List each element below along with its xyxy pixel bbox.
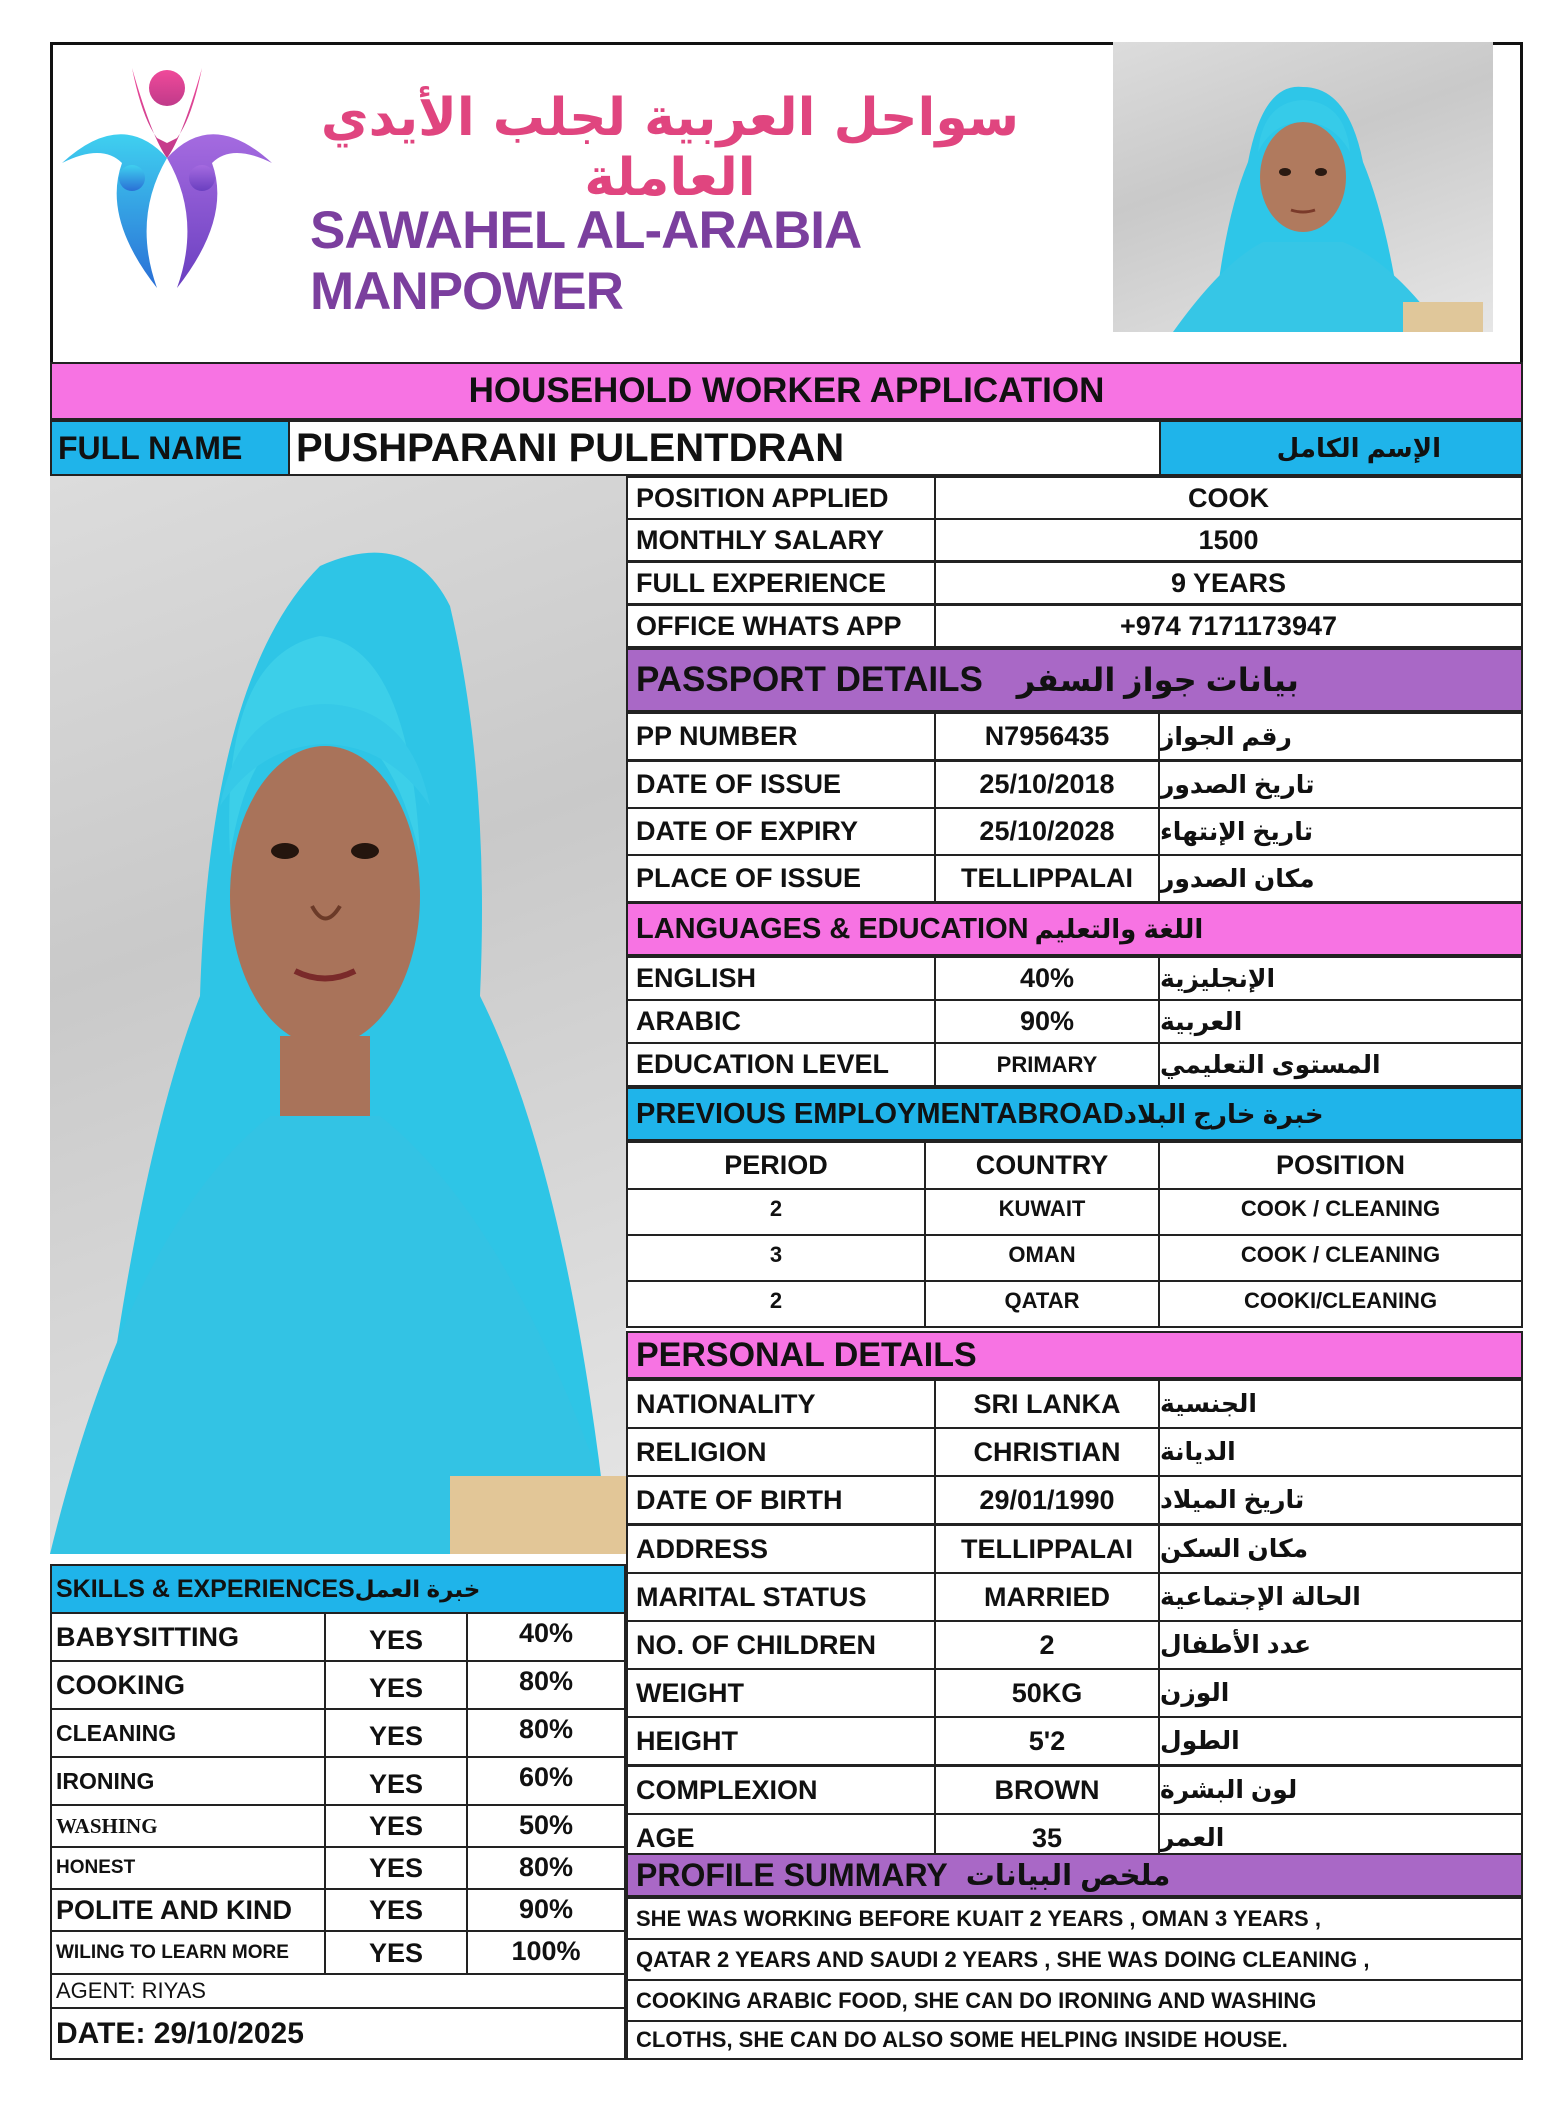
employment-row-period: 3 [626, 1234, 926, 1282]
languages-row-label: ENGLISH [626, 956, 936, 1001]
languages-row-arabic: المستوى التعليمي [1158, 1042, 1523, 1087]
personal-row-arabic: الوزن [1158, 1668, 1523, 1718]
position-info-value: COOK [934, 476, 1523, 520]
applicant-photo-large [50, 476, 626, 1554]
personal-row-label: NO. OF CHILDREN [626, 1620, 936, 1670]
passport-row-label: DATE OF EXPIRY [626, 807, 936, 856]
skill-percent: 50% [466, 1804, 626, 1848]
passport-row-label: PLACE OF ISSUE [626, 854, 936, 903]
skill-yes: YES [324, 1660, 468, 1710]
skill-percent: 60% [466, 1756, 626, 1806]
position-info-value: 1500 [934, 518, 1523, 562]
summary-line: CLOTHS, SHE CAN DO ALSO SOME HELPING INSIDE HOUSE. [626, 2020, 1523, 2060]
personal-row-label: WEIGHT [626, 1668, 936, 1718]
skill-label: HONEST [50, 1846, 326, 1890]
personal-row-label: COMPLEXION [626, 1765, 936, 1815]
passport-row-arabic: مكان الصدور [1158, 854, 1523, 903]
skill-percent: 80% [466, 1660, 626, 1710]
passport-heading-arabic: بيانات جواز السفر [1016, 662, 1299, 698]
employment-column-header: COUNTRY [924, 1141, 1160, 1190]
position-info-value: +974 7171173947 [934, 604, 1523, 648]
personal-row-value: TELLIPPALAI [934, 1524, 1160, 1574]
personal-row-arabic: مكان السكن [1158, 1524, 1523, 1574]
skill-label: POLITE AND KIND [50, 1888, 326, 1932]
personal-row-arabic: لون البشرة [1158, 1765, 1523, 1815]
employment-row-position: COOK / CLEANING [1158, 1234, 1523, 1282]
date: DATE: 29/10/2025 [50, 2007, 626, 2060]
employment-row-country: KUWAIT [924, 1188, 1160, 1236]
personal-row-label: NATIONALITY [626, 1379, 936, 1429]
skill-label: IRONING [50, 1756, 326, 1806]
personal-row-label: MARITAL STATUS [626, 1572, 936, 1622]
languages-heading-text: LANGUAGES & EDUCATION [636, 912, 1029, 945]
passport-row-label: PP NUMBER [626, 712, 936, 761]
personal-row-label: ADDRESS [626, 1524, 936, 1574]
personal-row-value: CHRISTIAN [934, 1427, 1160, 1477]
skills-heading-arabic: خبرة العمل [354, 1575, 481, 1602]
skill-percent: 40% [466, 1612, 626, 1662]
personal-row-label: HEIGHT [626, 1716, 936, 1766]
passport-row-value: N7956435 [934, 712, 1160, 761]
personal-row-arabic: عدد الأطفال [1158, 1620, 1523, 1670]
personal-heading: PERSONAL DETAILS [626, 1331, 1523, 1379]
skill-label: CLEANING [50, 1708, 326, 1758]
passport-row-value: 25/10/2028 [934, 807, 1160, 856]
skills-heading [50, 1564, 626, 1614]
company-name-arabic: سواحل العربية لجلب الأيدي العاملة [320, 88, 1020, 208]
passport-heading [626, 648, 1523, 712]
personal-row-value: SRI LANKA [934, 1379, 1160, 1429]
skill-yes: YES [324, 1708, 468, 1758]
skill-label: COOKING [50, 1660, 326, 1710]
personal-row-label: AGE [626, 1813, 936, 1863]
summary-heading [626, 1853, 1523, 1897]
personal-row-arabic: الحالة الإجتماعية [1158, 1572, 1523, 1622]
personal-row-label: RELIGION [626, 1427, 936, 1477]
personal-row-value: BROWN [934, 1765, 1160, 1815]
personal-row-value: 50KG [934, 1668, 1160, 1718]
summary-line: COOKING ARABIC FOOD, SHE CAN DO IRONING AND WASHING [626, 1979, 1523, 2022]
skill-percent: 100% [466, 1930, 626, 1975]
summary-line: SHE WAS WORKING BEFORE KUAIT 2 YEARS , OMAN 3 YEARS , [626, 1897, 1523, 1940]
personal-row-value: 5'2 [934, 1716, 1160, 1766]
employment-row-position: COOKI/CLEANING [1158, 1280, 1523, 1328]
personal-row-arabic: الطول [1158, 1716, 1523, 1766]
languages-heading [626, 902, 1523, 956]
skill-yes: YES [324, 1804, 468, 1848]
skill-label: WASHING [50, 1804, 326, 1848]
skill-yes: YES [324, 1756, 468, 1806]
position-info-label: MONTHLY SALARY [626, 518, 936, 562]
languages-row-value: 90% [934, 999, 1160, 1044]
passport-row-arabic: تاريخ الإنتهاء [1158, 807, 1523, 856]
languages-heading-arabic: اللغة والتعليم [1034, 913, 1204, 944]
position-info-label: FULL EXPERIENCE [626, 561, 936, 605]
languages-row-arabic: الإنجليزية [1158, 956, 1523, 1001]
personal-row-arabic: العمر [1158, 1813, 1523, 1863]
employment-column-header: PERIOD [626, 1141, 926, 1190]
summary-line: QATAR 2 YEARS AND SAUDI 2 YEARS , SHE WAS DOING CLEANING , [626, 1938, 1523, 1981]
passport-row-value: 25/10/2018 [934, 760, 1160, 809]
languages-row-arabic: العربية [1158, 999, 1523, 1044]
position-info-value: 9 YEARS [934, 561, 1523, 605]
position-info-label: POSITION APPLIED [626, 476, 936, 520]
employment-heading-text: PREVIOUS EMPLOYMENTABROAD [636, 1097, 1124, 1130]
passport-row-arabic: تاريخ الصدور [1158, 760, 1523, 809]
employment-row-period: 2 [626, 1188, 926, 1236]
personal-row-value: MARRIED [934, 1572, 1160, 1622]
personal-row-arabic: الجنسية [1158, 1379, 1523, 1429]
employment-row-country: QATAR [924, 1280, 1160, 1328]
personal-row-value: 35 [934, 1813, 1160, 1863]
languages-row-value: 40% [934, 956, 1160, 1001]
personal-row-arabic: الديانة [1158, 1427, 1523, 1477]
page-title: HOUSEHOLD WORKER APPLICATION [50, 362, 1523, 420]
passport-heading-text: PASSPORT DETAILS [636, 660, 983, 699]
summary-heading-arabic: ملخص البيانات [965, 1859, 1171, 1892]
skill-yes: YES [324, 1930, 468, 1975]
personal-row-arabic: تاريخ الميلاد [1158, 1475, 1523, 1525]
personal-row-value: 29/01/1990 [934, 1475, 1160, 1525]
employment-heading-arabic: خبرة خارج البلاد [1123, 1098, 1324, 1129]
employment-row-country: OMAN [924, 1234, 1160, 1282]
full-name-value: PUSHPARANI PULENTDRAN [288, 420, 1161, 476]
applicant-photo-small [1113, 42, 1493, 332]
skill-percent: 80% [466, 1846, 626, 1890]
personal-row-label: DATE OF BIRTH [626, 1475, 936, 1525]
employment-column-header: POSITION [1158, 1141, 1523, 1190]
skill-percent: 90% [466, 1888, 626, 1932]
full-name-label: FULL NAME [50, 420, 290, 476]
skill-percent: 80% [466, 1708, 626, 1758]
position-info-label: OFFICE WHATS APP [626, 604, 936, 648]
employment-heading [626, 1087, 1523, 1141]
employment-row-position: COOK / CLEANING [1158, 1188, 1523, 1236]
skill-yes: YES [324, 1888, 468, 1932]
employment-row-period: 2 [626, 1280, 926, 1328]
passport-row-value: TELLIPPALAI [934, 854, 1160, 903]
skill-yes: YES [324, 1846, 468, 1890]
languages-row-value: PRIMARY [934, 1042, 1160, 1087]
languages-row-label: ARABIC [626, 999, 936, 1044]
skill-yes: YES [324, 1612, 468, 1662]
passport-row-label: DATE OF ISSUE [626, 760, 936, 809]
summary-heading-text: PROFILE SUMMARY [636, 1856, 948, 1893]
skill-label: WILING TO LEARN MORE [50, 1930, 326, 1975]
skills-heading-text: SKILLS & EXPERIENCES [56, 1574, 355, 1603]
full-name-arabic: الإسم الكامل [1159, 420, 1523, 476]
agent: AGENT: RIYAS [50, 1973, 626, 2009]
passport-row-arabic: رقم الجواز [1158, 712, 1523, 761]
company-name-english: SAWAHEL AL-ARABIA MANPOWER [310, 201, 860, 321]
people-logo-icon [62, 48, 272, 303]
languages-row-label: EDUCATION LEVEL [626, 1042, 936, 1087]
personal-row-value: 2 [934, 1620, 1160, 1670]
skill-label: BABYSITTING [50, 1612, 326, 1662]
